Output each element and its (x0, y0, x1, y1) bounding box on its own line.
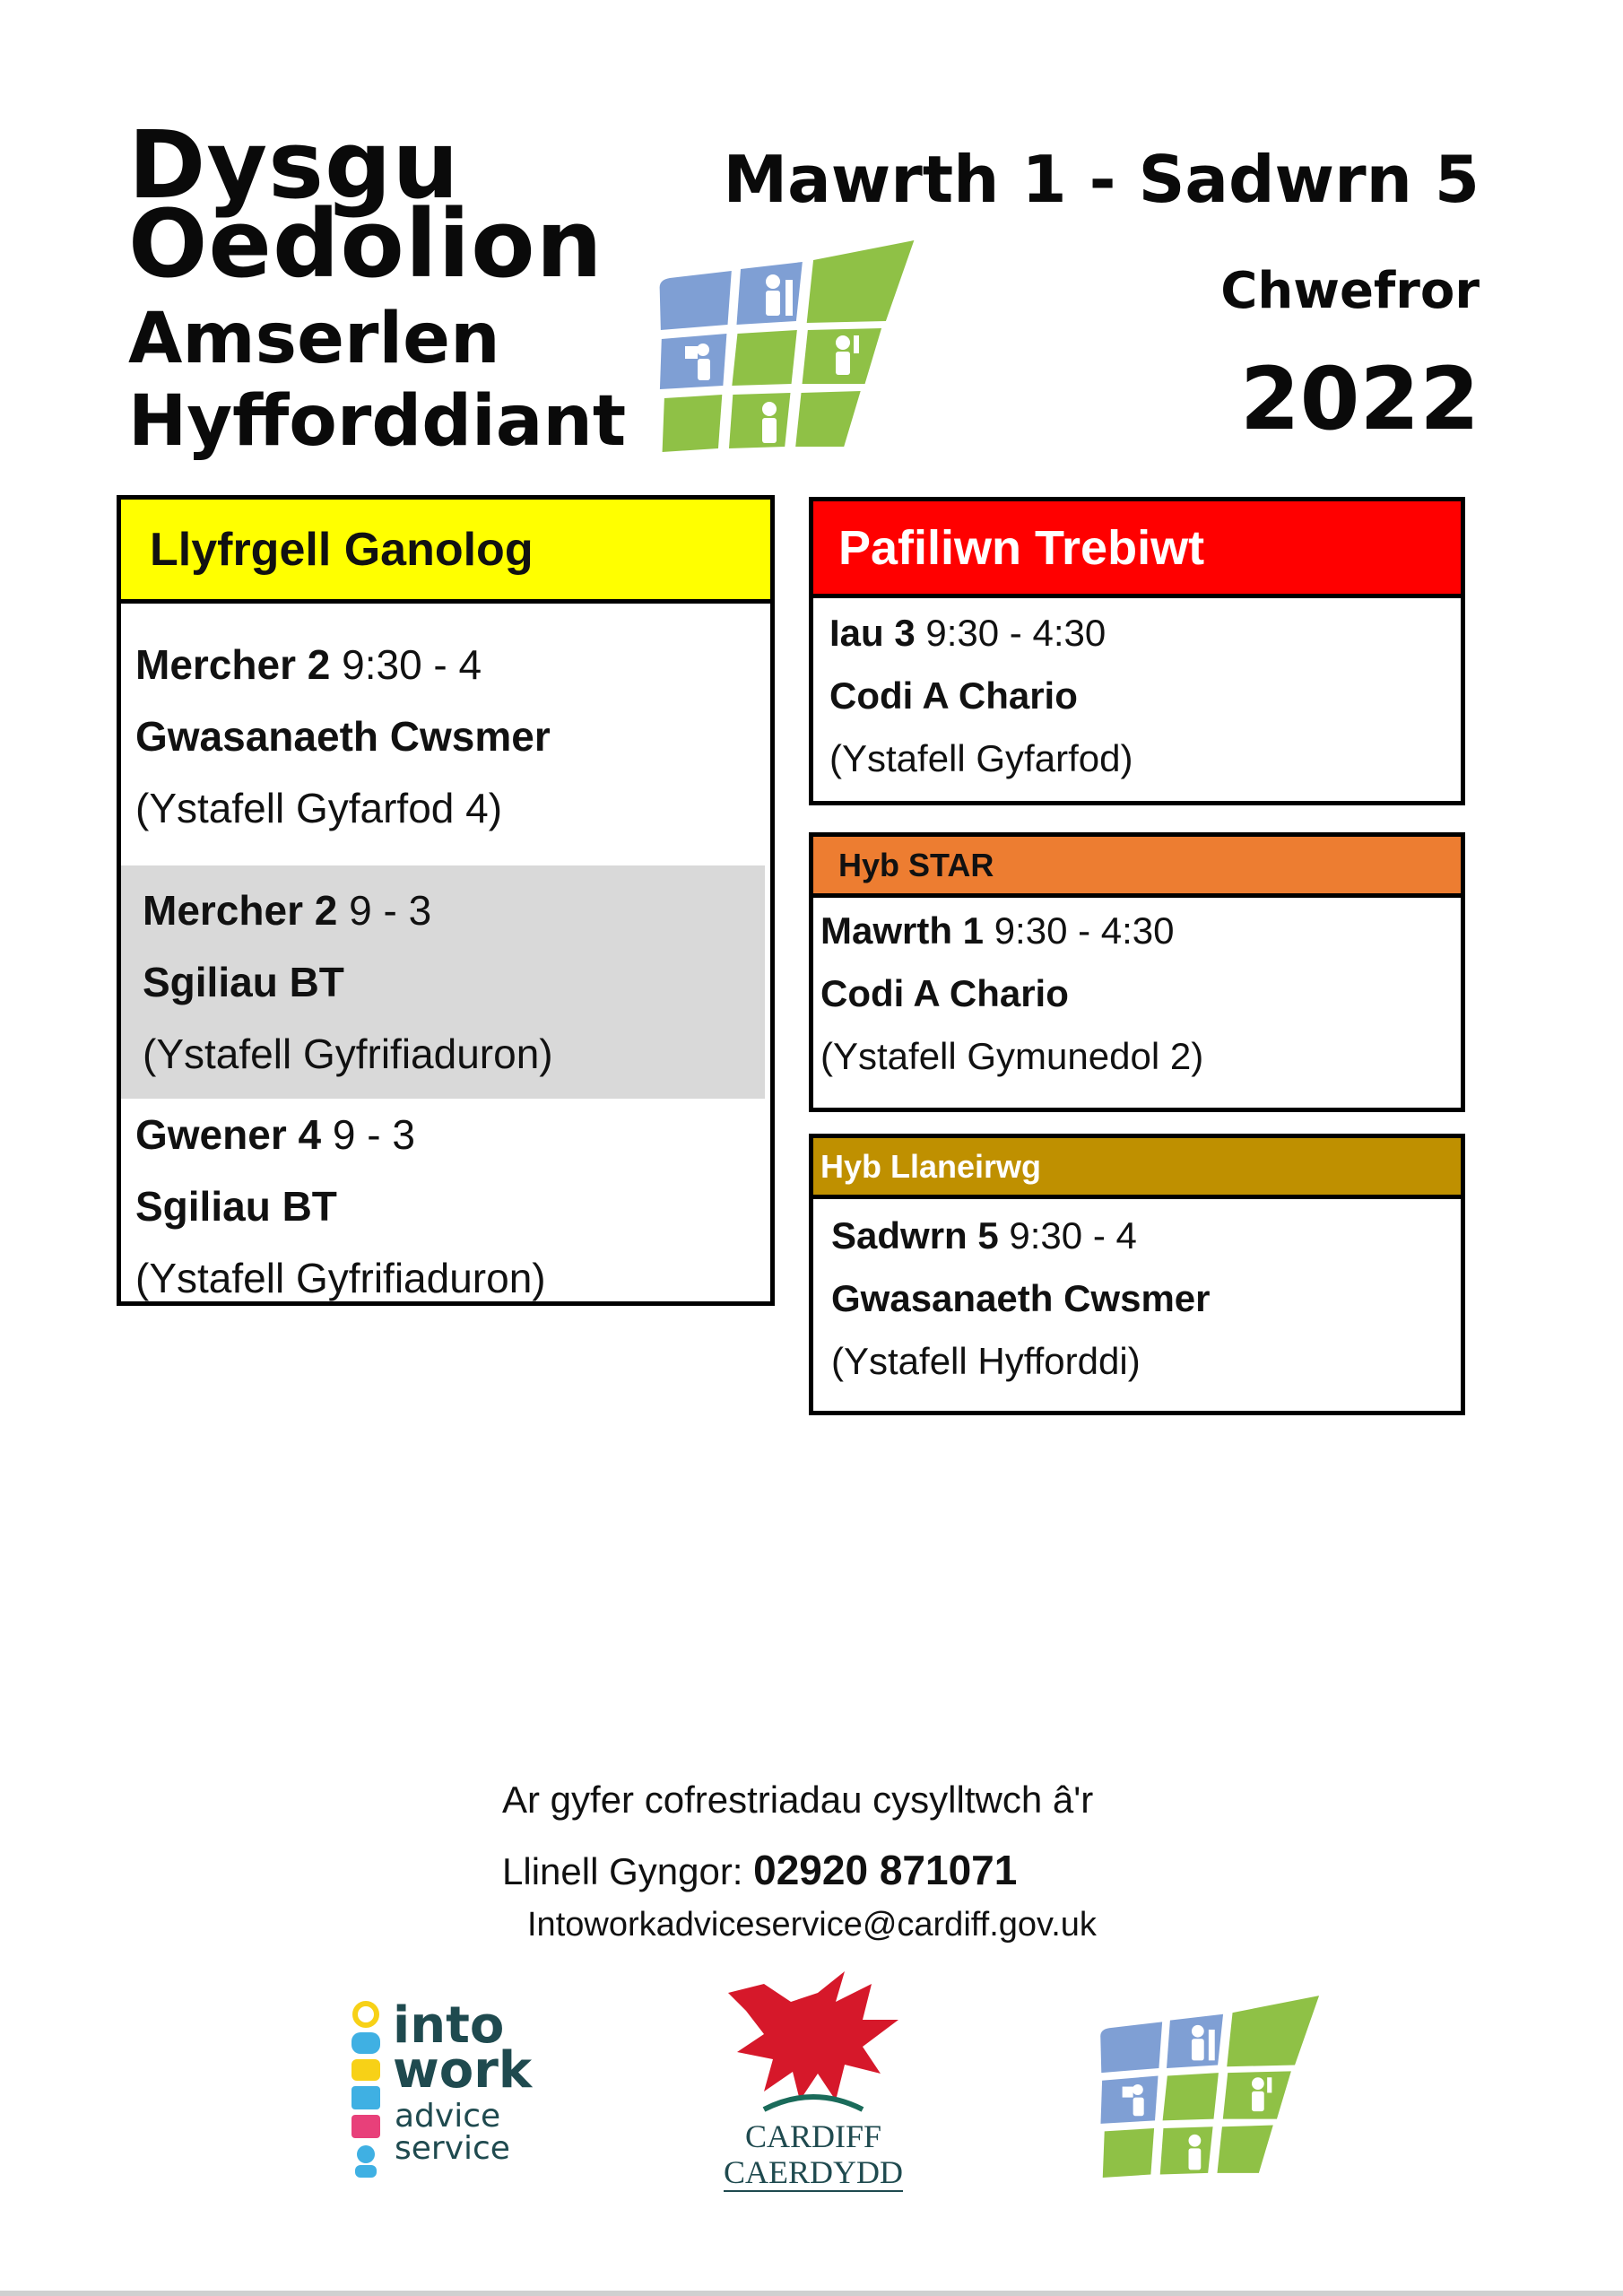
panel-header-label: Hyb STAR (838, 846, 994, 883)
entry-day: Mercher 2 (135, 641, 331, 688)
title-line-1: Dysgu (128, 110, 460, 220)
panel-header-label: Pafiliwn Trebiwt (838, 520, 1205, 575)
entry-block (813, 598, 1461, 790)
contact-line-1: Ar gyfer cofrestriadau cysylltwch â'r (502, 1779, 1094, 1821)
cardiff-line-1: CARDIFF (744, 2118, 882, 2154)
entry-course: Gwasanaeth Cwsmer (135, 713, 551, 760)
panel-hyb-star (809, 832, 1465, 1112)
contact-line-2-label: Llinell Gyngor: (502, 1850, 754, 1892)
entry-block (121, 604, 770, 844)
phone-number: 02920 871071 (753, 1847, 1018, 1893)
entry-time: 9:30 - 4 (330, 641, 482, 688)
entry-day: Iau 3 (829, 612, 916, 654)
into-work-line-1: into (393, 1996, 505, 2055)
contact-block (502, 1765, 1093, 1907)
panel-pafiliwn-trebiwt (809, 497, 1465, 805)
entry-course: Gwasanaeth Cwsmer (831, 1277, 1211, 1319)
title-line-4: Hyfforddiant (128, 381, 627, 462)
bottom-rule (0, 2291, 1623, 2296)
adult-learning-grid-logo (655, 235, 915, 465)
cardiff-line-2: CAERDYDD (723, 2154, 903, 2190)
entry-room: (Ystafell Hyfforddi) (831, 1340, 1141, 1382)
entry-block (813, 898, 1461, 1088)
into-work-line-2: work (393, 2041, 533, 2100)
entry-room: (Ystafell Gyfarfod) (829, 737, 1133, 779)
entry-day: Sadwrn 5 (831, 1214, 999, 1257)
panel-header (813, 501, 1461, 598)
email-address: Intoworkadviceservice@cardiff.gov.uk (527, 1906, 1097, 1944)
panel-header-label: Llyfrgell Ganolog (150, 523, 534, 576)
title-line-2: Oedolion (128, 189, 603, 299)
entry-time: 9 - 3 (321, 1111, 415, 1158)
entry-room: (Ystafell Gyfarfod 4) (135, 785, 503, 831)
page-title (128, 110, 627, 463)
entry-room: (Ystafell Gyfrifiaduron) (135, 1255, 546, 1301)
entry-block (121, 1099, 770, 1314)
entry-room: (Ystafell Gyfrifiaduron) (143, 1031, 553, 1077)
entry-time: 9 - 3 (337, 887, 432, 934)
contact-line-2 (502, 1835, 1093, 1907)
into-work-line-3: advice (395, 2098, 501, 2135)
entry-time: 9:30 - 4:30 (984, 909, 1175, 952)
into-work-logo (344, 1996, 577, 2179)
entry-course: Codi A Chario (829, 674, 1078, 717)
title-line-3: Amserlen (128, 299, 500, 379)
entry-room: (Ystafell Gymunedol 2) (820, 1035, 1204, 1077)
date-range: Mawrth 1 - Sadwrn 5 (723, 142, 1480, 217)
cardiff-dragon-logo (710, 1966, 916, 2196)
entry-block-shaded (121, 865, 765, 1099)
entry-day: Mercher 2 (143, 887, 338, 934)
entry-time: 9:30 - 4 (998, 1214, 1137, 1257)
entry-course: Codi A Chario (820, 972, 1069, 1014)
panel-llyfrgell-ganolog (117, 495, 775, 1306)
panel-header (813, 1138, 1461, 1199)
adult-learning-grid-logo (1096, 1991, 1320, 2188)
entry-day: Mawrth 1 (820, 909, 985, 952)
entry-course: Sgiliau BT (143, 959, 344, 1005)
entry-block (813, 1199, 1461, 1393)
entry-time: 9:30 - 4:30 (915, 612, 1107, 654)
entry-day: Gwener 4 (135, 1111, 322, 1158)
into-work-line-4: service (395, 2130, 510, 2167)
panel-hyb-llaneirwg (809, 1134, 1465, 1415)
panel-header (813, 837, 1461, 898)
date-year: 2022 (1239, 349, 1480, 449)
entry-course: Sgiliau BT (135, 1183, 337, 1230)
date-month: Chwefror (1220, 262, 1480, 320)
panel-header (121, 500, 770, 604)
panel-header-label: Hyb Llaneirwg (820, 1147, 1042, 1185)
